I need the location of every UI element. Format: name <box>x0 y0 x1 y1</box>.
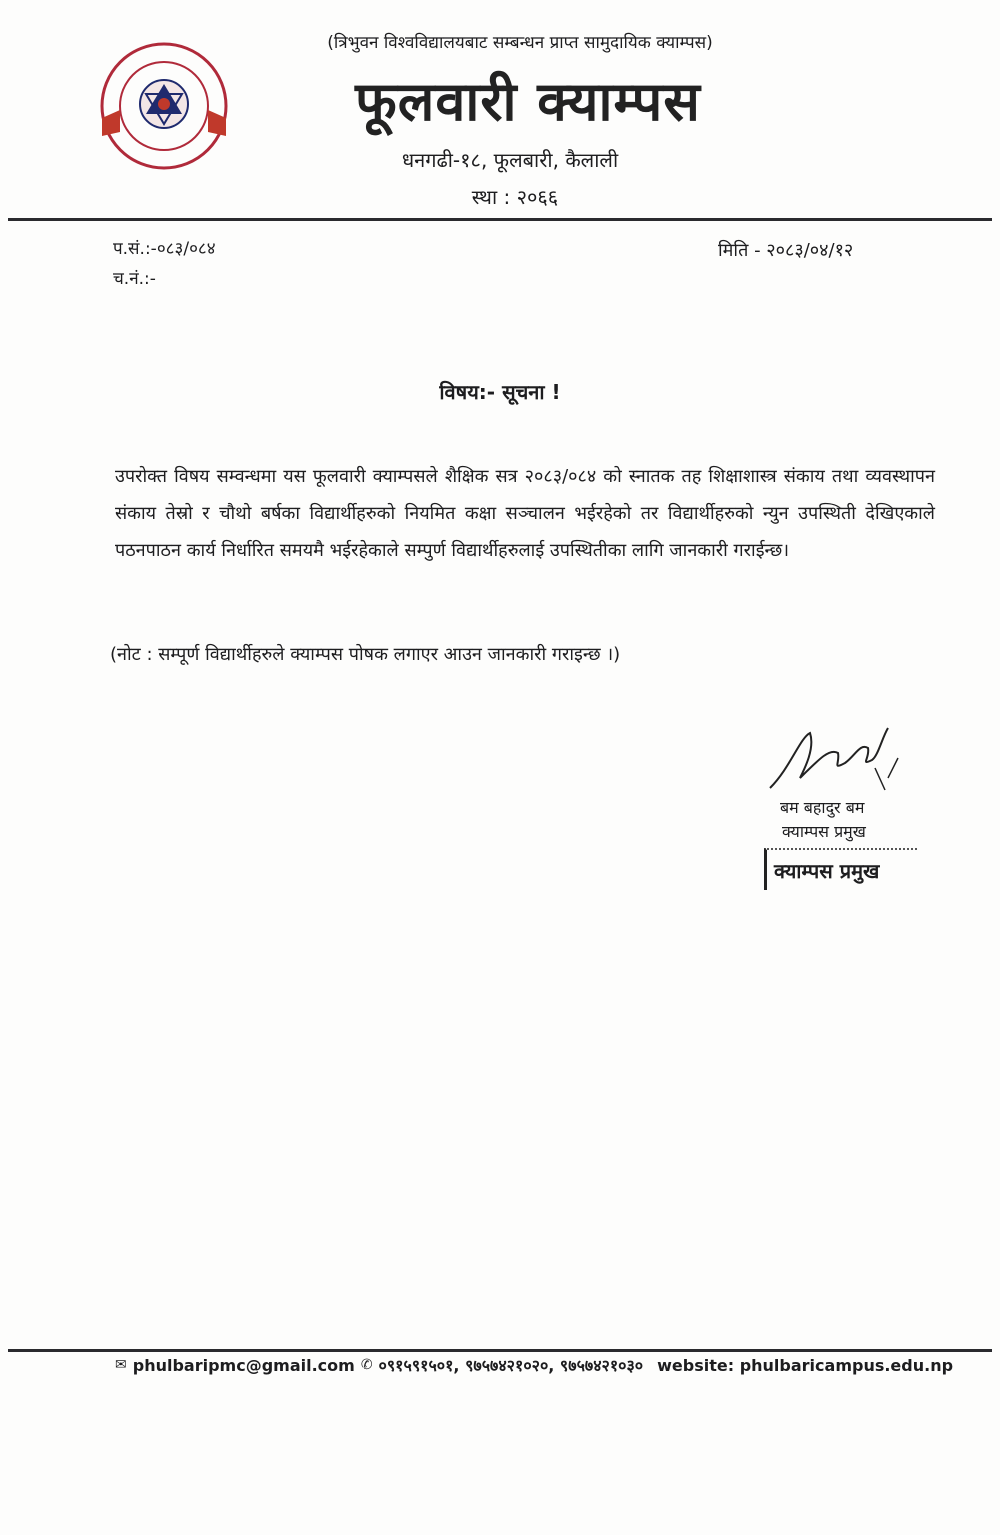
reference-number: प.सं.:-०८३/०८४ <box>113 239 216 259</box>
subject-line: विषय:- सूचना ! <box>439 380 561 404</box>
footer-divider <box>8 1349 992 1352</box>
campus-logo <box>98 40 230 172</box>
header-divider <box>8 218 992 221</box>
footer-contact <box>115 1354 953 1376</box>
campus-name: फूलवारी क्याम्पस <box>355 70 701 133</box>
phone-icon: ✆ <box>360 1357 373 1373</box>
notice-note: (नोट : सम्पूर्ण विद्यार्थीहरुले क्याम्पस पोषक लगाएर आउन जानकारी गराइन्छ ।) <box>110 644 621 665</box>
established-year: स्था : २०६६ <box>471 185 559 209</box>
dispatch-number: च.नं.:- <box>113 269 156 289</box>
stamp-text: क्याम्पस प्रमुख <box>774 859 880 883</box>
signer-title: क्याम्पस प्रमुख <box>782 822 866 841</box>
footer-website: website: phulbaricampus.edu.np <box>657 1355 954 1375</box>
signature <box>760 708 910 798</box>
envelope-icon: ✉ <box>115 1357 127 1373</box>
notice-body: उपरोक्त विषय सम्वन्धमा यस फूलवारी क्याम्पसले शैक्षिक सत्र २०८३/०८४ को स्नातक तह शिक्षाशास्त्र संकाय तथा व्यवस्थापन संकाय तेस्रो र चौथो बर्षका विद्यार्थीहरुको नियमित कक्षा सञ्चालन भईरहेको तर विद्यार्थीहरुको न्युन उपस्थिती देखिएकाले पठनपाठन कार्य निर्धारित समयमै भईरहेकाले सम्पुर्ण विद्यार्थीहरुलाई उपस्थितीका लागि जानकारी गराईन्छ। <box>115 466 935 561</box>
signer-name: बम बहादुर बम <box>780 798 865 817</box>
campus-address: धनगढी-१८, फूलबारी, कैलाली <box>401 148 619 172</box>
footer-email: phulbaripmc@gmail.com <box>132 1355 355 1375</box>
affiliation-line: (त्रिभुवन विश्वविद्यालयबाट सम्बन्धन प्राप्त सामुदायिक क्याम्पस) <box>327 33 713 53</box>
footer-phones: ०९१५९१५०१, ९७५७४२१०२०, ९७५७४२१०३० <box>378 1356 644 1375</box>
letter-date: मिति - २०८३/०४/१२ <box>718 240 854 261</box>
